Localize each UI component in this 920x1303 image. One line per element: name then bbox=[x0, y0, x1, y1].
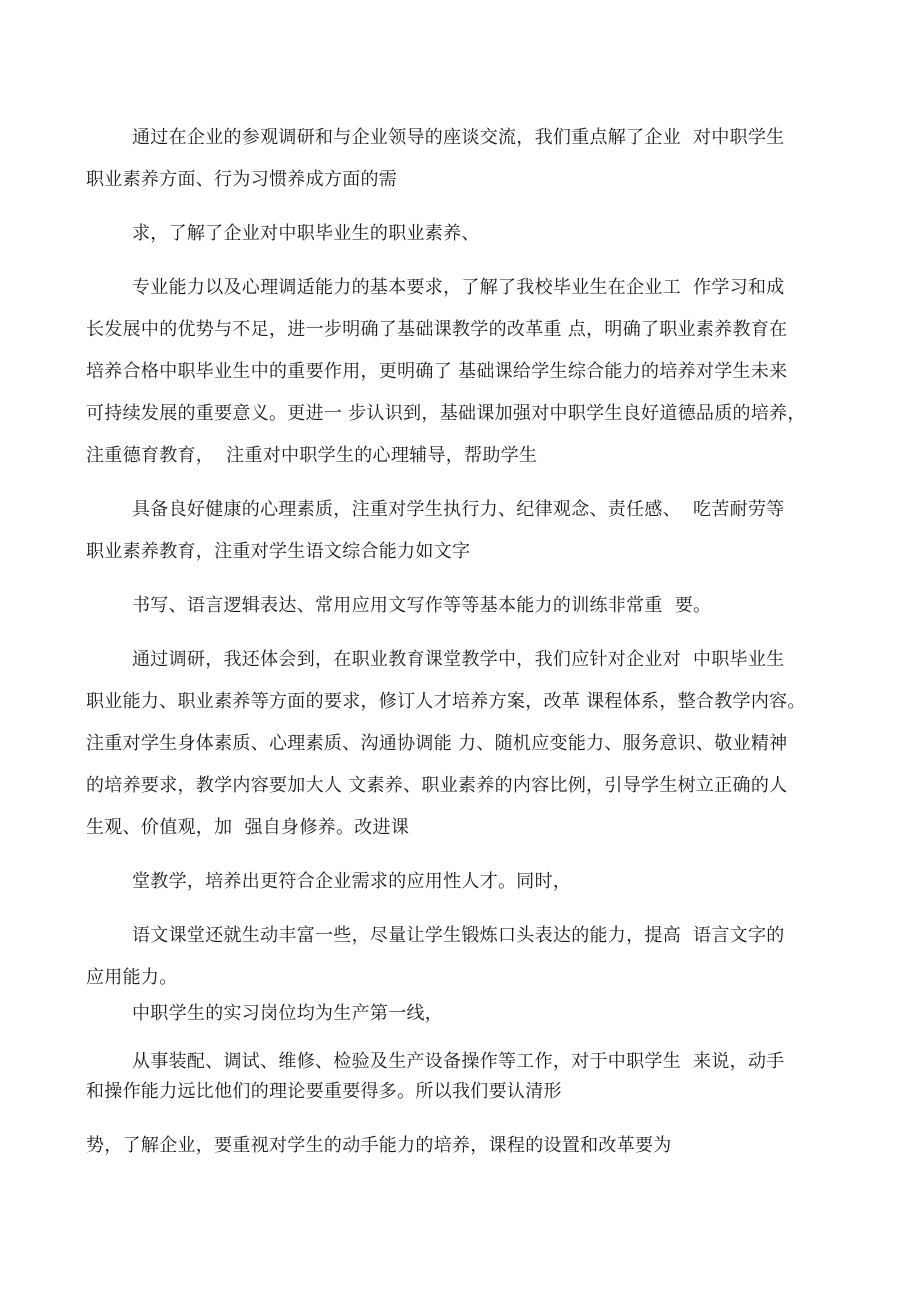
text-line: 职业素养方面、行为习惯养成方面的需 bbox=[86, 169, 398, 190]
text-line: 应用能力。 bbox=[86, 967, 178, 988]
text-line: 中职学生的实习岗位均为生产第一线， bbox=[132, 1003, 444, 1024]
text-line: 通过调研，我还体会到，在职业教育课堂教学中，我们应针对企业对 中职毕业生 bbox=[132, 649, 785, 670]
text-line: 语文课堂还就生动丰富一些，尽量让学生锻炼口头表达的能力，提高 语言文字的 bbox=[132, 925, 785, 946]
text-line: 长发展中的优势与不足，进一步明确了基础课教学的改革重 点，明确了职业素养教育在 bbox=[86, 319, 788, 340]
text-line: 专业能力以及心理调适能力的基本要求，了解了我校毕业生在企业工 作学习和成 bbox=[132, 277, 785, 298]
text-line: 可持续发展的重要意义。更进一 步认识到，基础课加强对中职学生良好道德品质的培养， bbox=[86, 403, 806, 424]
text-line: 从事装配、调试、维修、检验及生产设备操作等工作，对于中职学生 来说，动手 bbox=[132, 1051, 785, 1072]
text-line: 堂教学，培养出更符合企业需求的应用性人才。同时， bbox=[132, 871, 572, 892]
text-line: 职业能力、职业素养等方面的要求，修订人才培养方案，改革 课程体系，整合教学内容。 bbox=[86, 691, 806, 712]
text-line: 注重对学生身体素质、心理素质、沟通协调能 力、随机应变能力、服务意识、敬业精神 bbox=[86, 733, 788, 754]
text-line: 注重德育教育， 注重对中职学生的心理辅导，帮助学生 bbox=[86, 445, 538, 466]
text-line: 求，了解了企业对中职毕业生的职业素养、 bbox=[132, 223, 480, 244]
text-line: 具备良好健康的心理素质，注重对学生执行力、纪律观念、责任感、 吃苦耐劳等 bbox=[132, 499, 785, 520]
text-line: 和操作能力远比他们的理论要重要得多。所以我们要认清形 bbox=[86, 1081, 562, 1102]
text-line: 的培养要求，教学内容要加大人 文素养、职业素养的内容比例，引导学生树立正确的人 bbox=[86, 775, 788, 796]
text-line: 通过在企业的参观调研和与企业领导的座谈交流，我们重点解了企业 对中职学生 bbox=[132, 127, 785, 148]
text-line: 职业素养教育，注重对学生语文综合能力如文字 bbox=[86, 541, 471, 562]
text-line: 培养合格中职毕业生中的重要作用，更明确了 基础课给学生综合能力的培养对学生未来 bbox=[86, 361, 788, 382]
text-line: 势，了解企业，要重视对学生的动手能力的培养，课程的设置和改革要为 bbox=[86, 1135, 672, 1156]
text-line: 生观、价值观，加 强自身修养。改进课 bbox=[86, 817, 410, 838]
text-line: 书写、语言逻辑表达、常用应用文写作等等基本能力的训练非常重 要。 bbox=[132, 595, 712, 616]
